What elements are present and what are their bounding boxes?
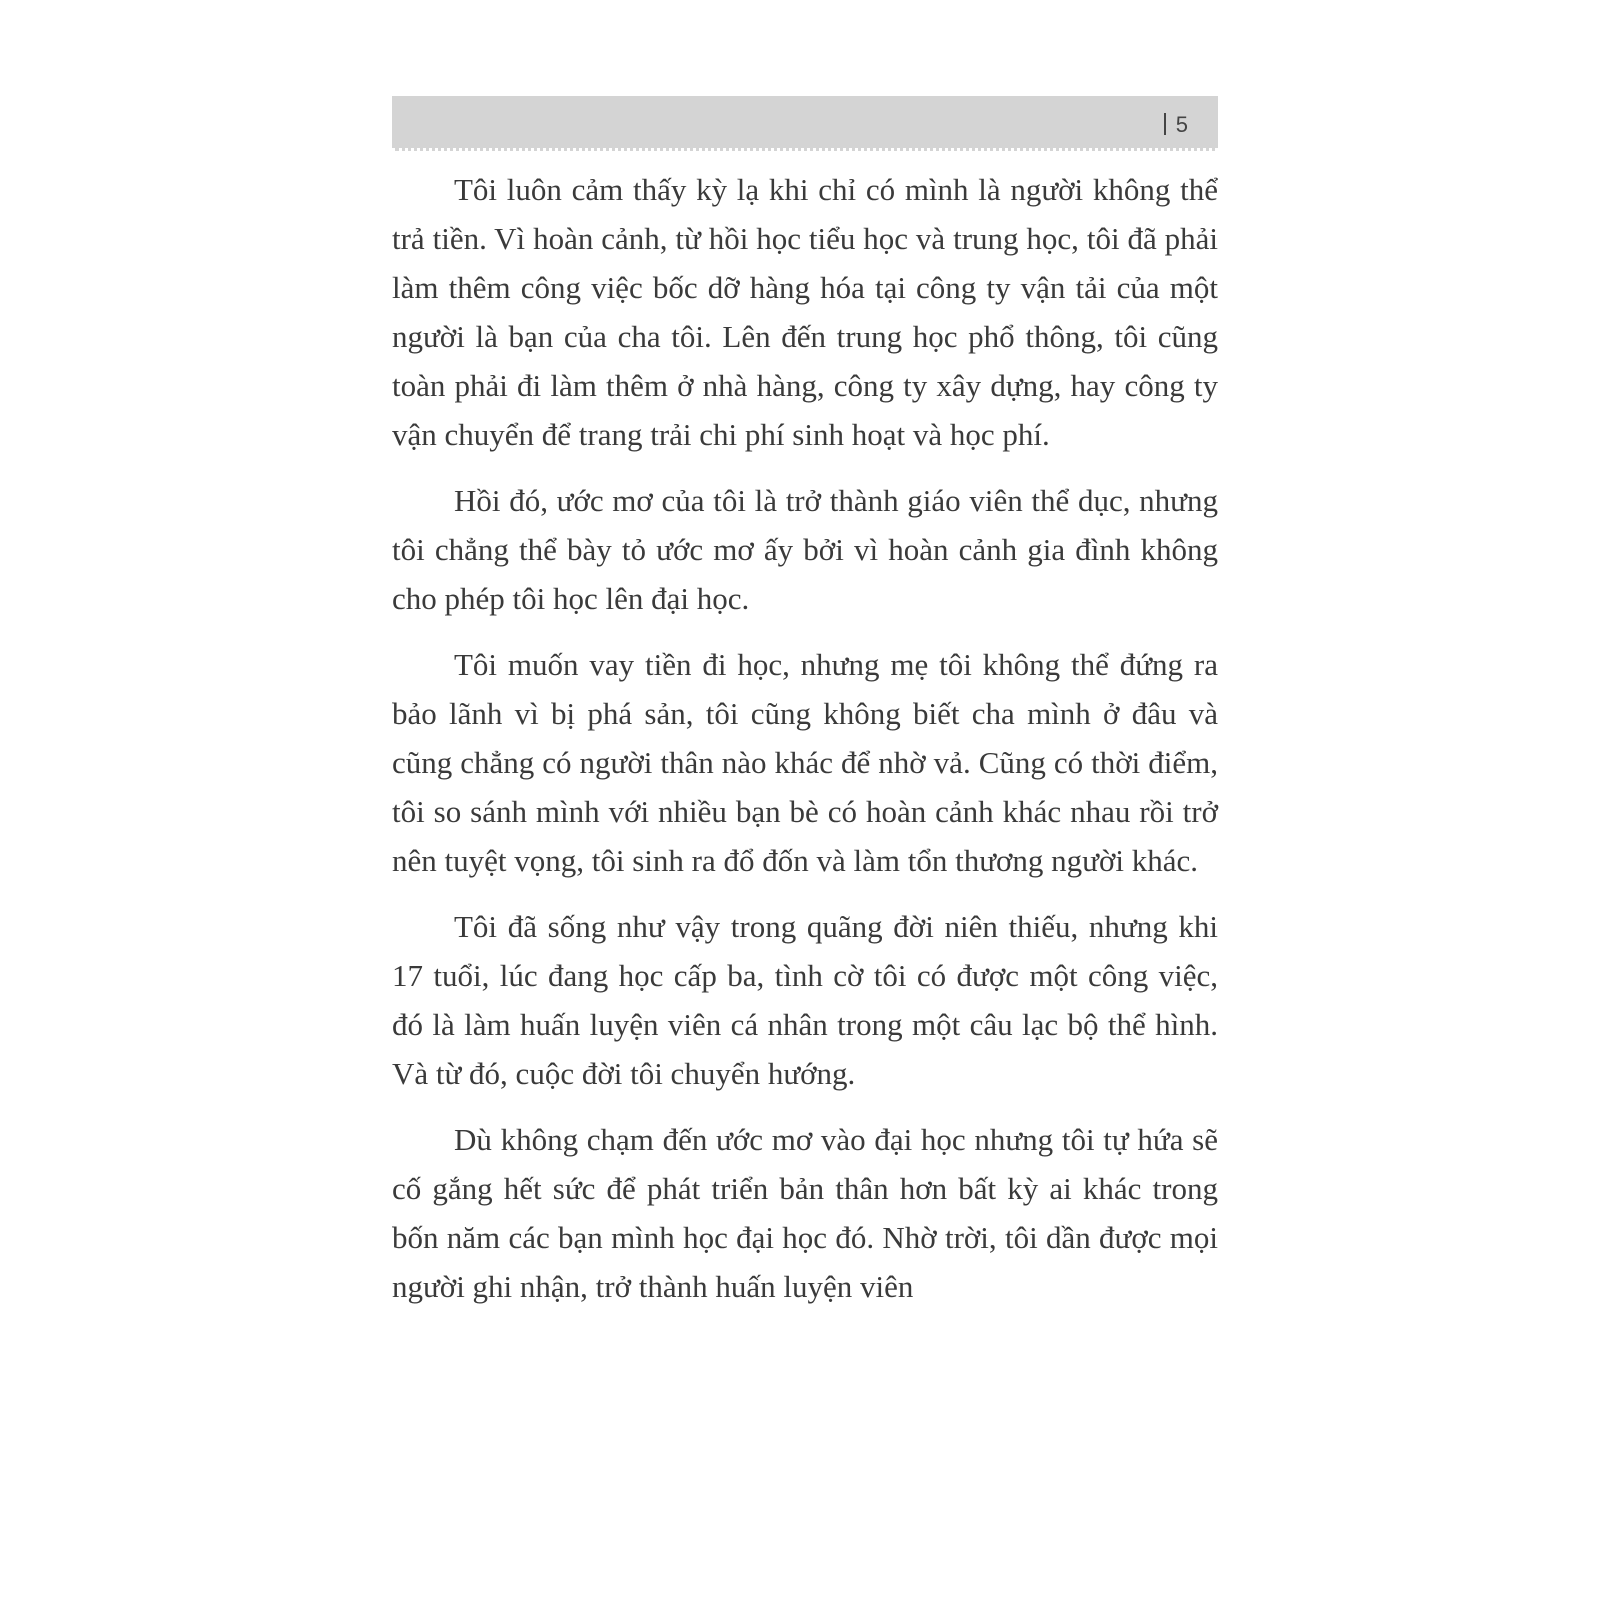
page-number-value: 5 [1175, 112, 1188, 137]
body-text [392, 165, 1218, 1328]
page-number [1164, 113, 1188, 136]
paragraph-4: Tôi đã sống như vậy trong quãng đời niên thiếu, nhưng khi 17 tuổi, lúc đang học cấp ba, tình cờ tôi có được một công việc, đó là làm huấn luyện viên cá nhân trong một câu lạc bộ thể hình. Và từ đó, cuộc đời tôi chuyển hướng. [392, 909, 1218, 1091]
paragraph-1: Tôi luôn cảm thấy kỳ lạ khi chỉ có mình là người không thể trả tiền. Vì hoàn cảnh, từ hồi học tiểu học và trung học, tôi đã phải làm thêm công việc bốc dỡ hàng hóa tại công ty vận tải của một người là bạn của cha tôi. Lên đến trung học phổ thông, tôi cũng toàn phải đi làm thêm ở nhà hàng, công ty xây dựng, hay công ty vận chuyển để trang trải chi phí sinh hoạt và học phí. [392, 172, 1218, 452]
paragraph-2: Hồi đó, ước mơ của tôi là trở thành giáo viên thể dục, nhưng tôi chẳng thể bày tỏ ước mơ ấy bởi vì hoàn cảnh gia đình không cho phép tôi học lên đại học. [392, 483, 1218, 616]
paragraph-3: Tôi muốn vay tiền đi học, nhưng mẹ tôi không thể đứng ra bảo lãnh vì bị phá sản, tôi cũng không biết cha mình ở đâu và cũng chẳng có người thân nào khác để nhờ vả. Cũng có thời điểm, tôi so sánh mình với nhiều bạn bè có hoàn cảnh khác nhau rồi trở nên tuyệt vọng, tôi sinh ra đổ đốn và làm tổn thương người khác. [392, 647, 1218, 878]
paragraph-5: Dù không chạm đến ước mơ vào đại học nhưng tôi tự hứa sẽ cố gắng hết sức để phát triển bản thân hơn bất kỳ ai khác trong bốn năm các bạn mình học đại học đó. Nhờ trời, tôi dần được mọi người ghi nhận, trở thành huấn luyện viên [392, 1122, 1218, 1304]
page-header-bar [392, 96, 1218, 151]
page-number-separator [1164, 113, 1166, 135]
